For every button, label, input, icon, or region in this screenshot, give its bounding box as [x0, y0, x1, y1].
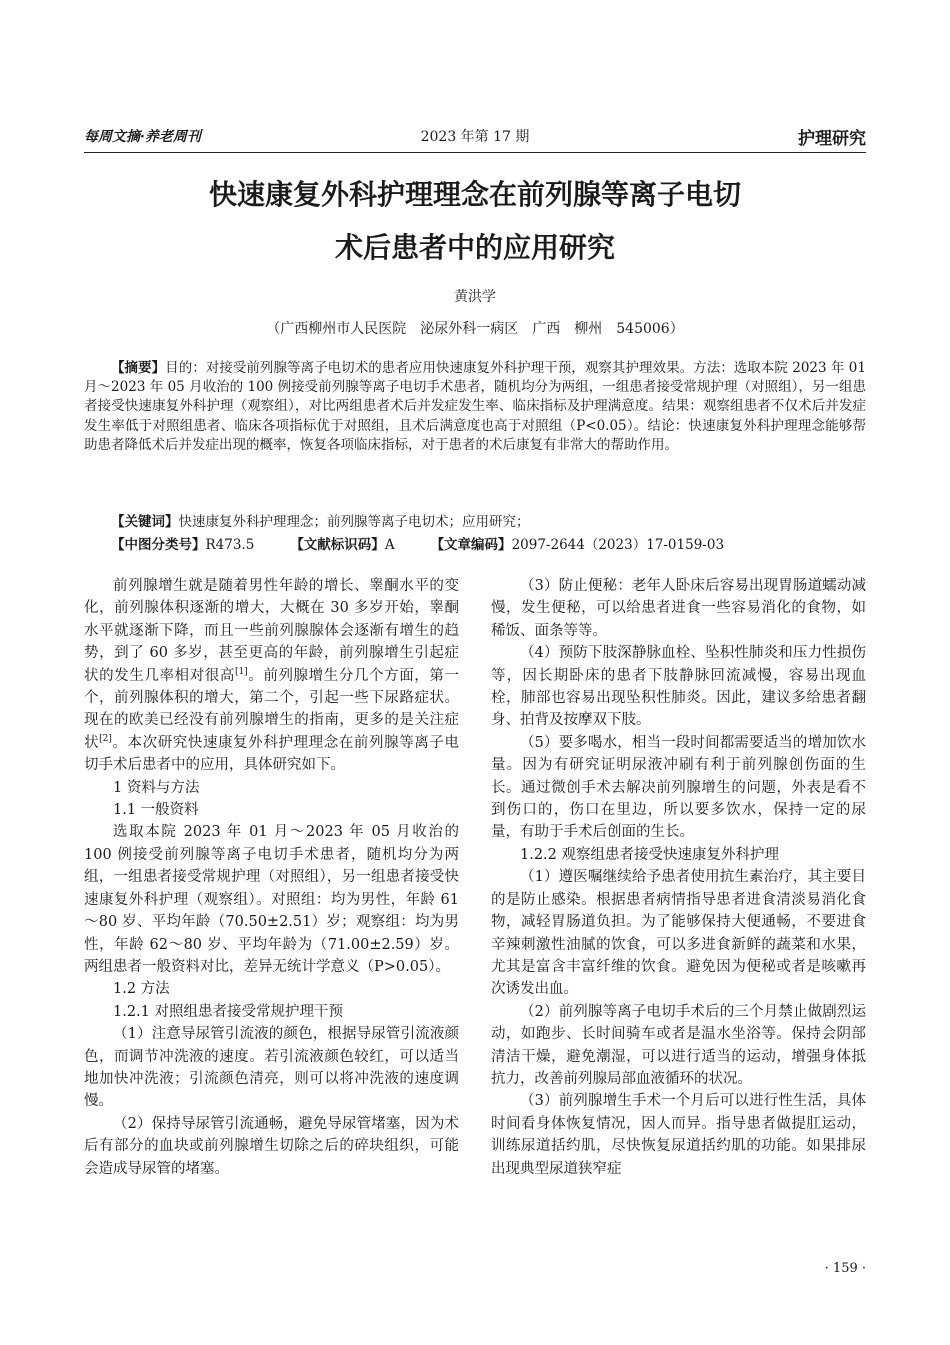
- right-column: [491, 575, 866, 1180]
- section-heading-1-2-2: 1.2.2 观察组患者接受快速康复外科护理: [520, 846, 780, 863]
- citation-2: [2]: [99, 734, 112, 745]
- page-number: · 159 ·: [824, 1261, 866, 1276]
- section-heading-1-2: 1.2 方法: [113, 981, 170, 998]
- section-heading-1-2-1: 1.2.1 对照组患者接受常规护理干预: [113, 1003, 344, 1020]
- title-line-2: 术后患者中的应用研究: [334, 231, 615, 264]
- control-item-1: （1）注意导尿管引流液的颜色，根据导尿管引流液颜色，而调节冲洗液的速度。若引流液颜色较红，可以适当地加快冲洗液；引流颜色清亮，则可以将冲洗液的速度调慢。: [84, 1026, 459, 1110]
- article-title: [84, 168, 866, 274]
- observation-item-1: （1）遵医嘱继续给予患者使用抗生素治疗，其主要目的是防止感染。根据患者病情指导患者进食清淡易消化食物，减轻胃肠道负担。为了能够保持大便通畅，不要进食辛辣刺激性油腻的饮食，可以多进食新鲜的蔬菜和水果，尤其是富含丰富纤维的饮食。避免因为便秘或者是咳嗽再次诱发出血。: [491, 869, 866, 998]
- issue-label: 2023 年第 17 期: [420, 129, 530, 145]
- control-item-2: （2）保持导尿管引流通畅，避免导尿管堵塞，因为术后有部分的血块或前列腺增生切除之后的碎块组织，可能会造成导尿管的堵塞。: [84, 1115, 459, 1177]
- abstract: [84, 359, 866, 455]
- classification-row: [84, 535, 866, 556]
- section-heading-1-1: 1.1 一般资料: [113, 802, 199, 819]
- article-code-label: 【文章编码】: [430, 537, 512, 553]
- journal-name: 每周文摘·养老周刊: [84, 129, 201, 145]
- left-column: [84, 575, 459, 1180]
- general-data-paragraph: 选取本院 2023 年 01 月～2023 年 05 月收治的 100 例接受前列腺等离子电切手术患者，随机均分为两组，一组患者接受常规护理（对照组），另一组患者接受快速康复外科护理（观察组）。对照组：均为男性，年龄 61～80 岁、平均年龄（70.50±2.51）岁；观察组：均为男性，年龄 62～80 岁、平均年龄为（71.00±2.59）岁。两组患者一般资料对比，差异无统计学意义（P>0.05）。: [84, 824, 459, 975]
- abstract-text: 目的：对接受前列腺等离子电切术的患者应用快速康复外科护理干预，观察其护理效果。方法：选取本院 2023 年 01 月～2023 年 05 月收治的 100 例接受前列腺等离子电切手术患者，随机均分为两组，一组患者接受常规护理（对照组），另一组患者接受快速康复外科护理（观察组），对比两组患者术后并发症发生率、临床指标及护理满意度。结果：观察组患者不仅术后并发症发生率低于对照组患者、临床各项指标优于对照组，且术后满意度也高于对照组（P<0.05）。结论：快速康复外科护理理念能够帮助患者降低术后并发症出现的概率，恢复各项临床指标，对于患者的术后康复有非常大的帮助作用。: [84, 360, 866, 453]
- citation-1: [1]: [234, 666, 248, 677]
- author: 黄洪学: [454, 289, 496, 305]
- abstract-label: 【摘要】: [111, 360, 166, 376]
- header-divider: [84, 152, 866, 153]
- section-heading-1: 1 资料与方法: [113, 779, 200, 796]
- keywords: [84, 512, 866, 533]
- intro-paragraph: 前列腺增生就是随着男性年龄的增长、睾酮水平的变化，前列腺体积逐渐的增大，大概在 30 多岁开始，睾酮水平就逐渐下降，而且一些前列腺腺体会逐渐有增生的趋势，到了 60 多岁，甚至更高的年龄，前列腺增生引起症状的发生几率相对很高[1]。前列腺增生分几个方面，第一个，前列腺体积的增大，第二个，引起一些下尿路症状。现在的欧美已经没有前列腺增生的指南，更多的是关注症状[2]。本次研究快速康复外科护理理念在前列腺等离子电切手术后患者中的应用，具体研究如下。: [84, 578, 459, 774]
- article-code-value: 2097-2644（2023）17-0159-03: [511, 537, 725, 553]
- running-header: [84, 124, 866, 150]
- section-label: 护理研究: [798, 129, 866, 149]
- control-item-4: （4）预防下肢深静脉血栓、坠积性肺炎和压力性损伤等，因长期卧床的患者下肢静脉回流减慢，容易出现血栓，肺部也容易出现坠积性肺炎。因此，建议多给患者翻身、拍背及按摩双下肢。: [491, 645, 866, 729]
- control-item-3: （3）防止便秘：老年人卧床后容易出现胃肠道蠕动减慢，发生便秘，可以给患者进食一些容易消化的食物，如稀饭、面条等等。: [491, 578, 866, 639]
- control-item-5: （5）要多喝水，相当一段时间都需要适当的增加饮水量。因为有研究证明尿液冲刷有利于前列腺创伤面的生长。通过微创手术去解决前列腺增生的问题，外表是看不到伤口的，伤口在里边，所以要多饮水，保持一定的尿量，有助于手术后创面的生长。: [491, 734, 866, 841]
- title-line-1: 快速康复外科护理理念在前列腺等离子电切: [208, 178, 741, 211]
- doc-code-label: 【文献标识码】: [290, 537, 385, 553]
- clc-value: R473.5: [205, 537, 255, 553]
- observation-item-2: （2）前列腺等离子电切手术后的三个月禁止做剧烈运动，如跑步、长时间骑车或者是温水坐浴等。保持会阴部清洁干燥，避免潮湿，可以进行适当的运动，增强身体抵抗力，改善前列腺局部血液循环的状况。: [491, 1003, 866, 1087]
- affiliation: （广西柳州市人民医院 泌尿外科一病区 广西 柳州 545006）: [266, 321, 684, 337]
- keywords-text: 快速康复外科护理理念；前列腺等离子电切术；应用研究；: [178, 514, 530, 530]
- clc-label: 【中图分类号】: [111, 537, 206, 553]
- observation-item-3: （3）前列腺增生手术一个月后可以进行性生活，具体时间看身体恢复情况，因人而异。指导患者做提肛运动，训练尿道括约肌，尽快恢复尿道括约肌的功能。如果排尿出现典型尿道狭窄症: [491, 1093, 866, 1177]
- keywords-label: 【关键词】: [111, 514, 179, 530]
- doc-code-value: A: [384, 537, 395, 553]
